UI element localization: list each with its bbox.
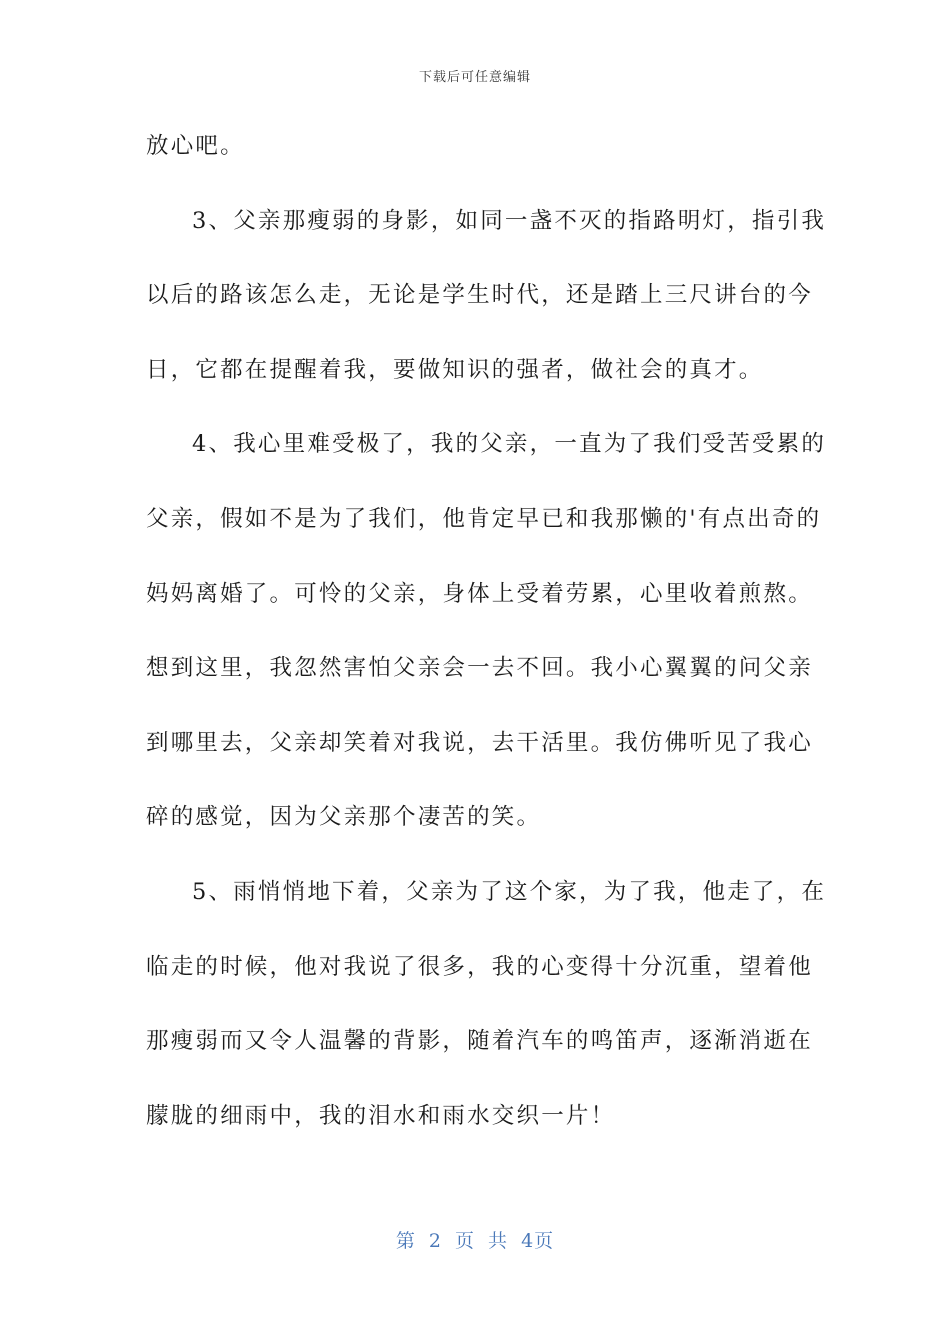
text-line: 朦胧的细雨中，我的泪水和雨水交织一片！ <box>146 1102 616 1129</box>
text-line: 临走的时候，他对我说了很多，我的心变得十分沉重，望着他 <box>146 953 813 980</box>
page-header: 下载后可任意编辑 <box>418 70 531 85</box>
document-body <box>146 126 827 1170</box>
text-line: 放心吧。 <box>146 133 245 159</box>
page-footer: 第 2 页 共 4页 <box>395 1230 555 1252</box>
text-line: 日，它都在提醒着我，要做知识的强者，做社会的真才。 <box>146 356 764 383</box>
paragraph-5-start: 5、雨悄悄地下着，父亲为了这个家，为了我，他走了，在 <box>192 878 827 905</box>
text-line: 父亲，假如不是为了我们，他肯定早已和我那懒的'有点出奇的 <box>146 505 822 532</box>
text-line: 以后的路该怎么走，无论是学生时代，还是踏上三尺讲台的今 <box>146 282 813 309</box>
text-line: 妈妈离婚了。可怜的父亲，身体上受着劳累，心里收着煎熬。 <box>146 580 813 607</box>
text-line: 那瘦弱而又令人温馨的背影，随着汽车的鸣笛声，逐渐消逝在 <box>146 1028 813 1055</box>
paragraph-4-start: 4、我心里难受极了，我的父亲，一直为了我们受苦受累的 <box>192 431 827 458</box>
text-line: 想到这里，我忽然害怕父亲会一去不回。我小心翼翼的问父亲 <box>146 655 813 682</box>
text-line: 碎的感觉，因为父亲那个凄苦的笑。 <box>146 804 542 831</box>
text-line: 到哪里去，父亲却笑着对我说，去干活里。我仿佛听见了我心 <box>146 729 813 756</box>
paragraph-3-start: 3、父亲那瘦弱的身影，如同一盏不灭的指路明灯，指引我 <box>192 207 827 234</box>
